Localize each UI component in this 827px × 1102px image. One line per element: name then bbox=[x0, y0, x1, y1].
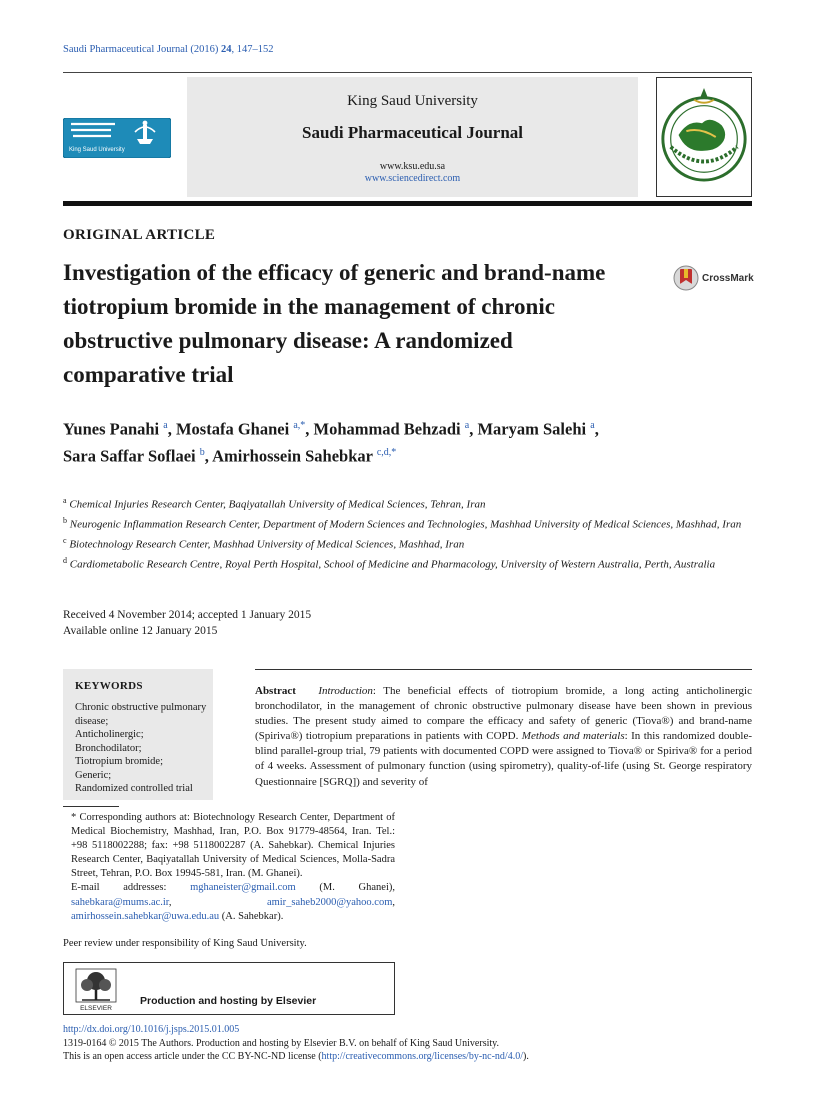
license-text-end: ). bbox=[522, 1051, 529, 1062]
author-name: Mostafa Ghanei bbox=[175, 419, 290, 439]
author-separator: , bbox=[204, 446, 213, 465]
article-title: Investigation of the efficacy of generic and brand-name tiotropium bromide in the management of chronic obstructive pulmonary disease: A randomized comparative trial bbox=[63, 260, 606, 387]
elsevier-tree-icon bbox=[74, 967, 118, 1012]
license-link[interactable]: http://creativecommons.org/licenses/by-nc-nd/4.0/ bbox=[321, 1051, 523, 1062]
email-separator: , bbox=[168, 896, 267, 908]
author-separator: , bbox=[469, 419, 478, 439]
ksu-logo-icon bbox=[63, 118, 171, 158]
author-separator: , bbox=[594, 419, 599, 439]
journal-header bbox=[63, 72, 752, 206]
affiliation-item bbox=[63, 493, 743, 513]
abstract-methods-text: : In this randomized double-blind parallel-group trial, 79 patients with documented COPD were assigned to Tiova® or Spiriva® for a period of 4 weeks. Assessment of pulmonary function (using spirometry), quality-of-life (using St. George respiratory Questionnaire [SGRQ]) and severity of bbox=[255, 730, 753, 788]
elsevier-hosting-text: Production and hosting by Elsevier bbox=[140, 995, 317, 1007]
abstract-intro-text: : The beneficial effects of tiotropium bromide, a long acting anticholinergic bronchodilator, in the management of chronic obstructive pulmonary disease have been shown in previous studies. The present study aimed to compare the efficacy and safety of generic (Tiova®) and brand-name (Spiriva®) tiotropium preparations in patients with COPD. bbox=[255, 685, 752, 743]
received-date: Received 4 November 2014; accepted 1 January 2015 bbox=[63, 609, 312, 621]
online-date: Available online 12 January 2015 bbox=[63, 625, 218, 637]
affiliation-item bbox=[63, 513, 743, 533]
sciencedirect-link[interactable]: www.sciencedirect.com bbox=[364, 173, 461, 184]
keywords-heading: KEYWORDS bbox=[75, 680, 143, 692]
email-link[interactable]: amirhossein.sahebkar@uwa.edu.au bbox=[71, 910, 220, 922]
doi-link[interactable]: http://dx.doi.org/10.1016/j.jsps.2015.01.005 bbox=[63, 1024, 240, 1035]
author-name: Sara Saffar Soflaei bbox=[63, 446, 196, 465]
license-line bbox=[63, 1050, 529, 1064]
crossmark-label: CrossMark bbox=[702, 272, 754, 284]
crossmark-button[interactable] bbox=[673, 263, 755, 293]
elsevier-logo-text: ELSEVIER bbox=[80, 1005, 112, 1012]
keyword-item: Chronic obstructive pulmonary disease; bbox=[75, 702, 207, 727]
author-separator: , bbox=[305, 419, 314, 439]
abstract-intro-label: Introduction bbox=[318, 685, 373, 697]
affiliation-text: Chemical Injuries Research Center, Baqiyatallah University of Medical Sciences, Tehran, Iran bbox=[69, 498, 486, 511]
corresponding-footnote bbox=[63, 811, 395, 924]
email-link[interactable]: sahebkara@mums.ac.ir bbox=[71, 896, 169, 908]
ksu-url-link[interactable]: www.ksu.edu.sa bbox=[379, 161, 446, 172]
university-name: King Saud University bbox=[347, 93, 478, 109]
elsevier-box bbox=[63, 962, 395, 1015]
license-text: This is an open access article under the CC BY-NC-ND license ( bbox=[63, 1051, 322, 1062]
email-link[interactable]: amir_saheb2000@yahoo.com bbox=[266, 896, 393, 908]
affiliation-text: Neurogenic Inflammation Research Center, Department of Modern Sciences and Technologies, Mashhad University of Medical Sciences, Mashhad, Iran bbox=[69, 518, 742, 531]
citation-pages: , 147–152 bbox=[231, 44, 274, 55]
affiliation-text: Biotechnology Research Center, Mashhad University of Medical Sciences, Mashhad, Iran bbox=[69, 538, 465, 551]
author-name: Mohammad Behzadi bbox=[313, 419, 461, 439]
author-separator: , bbox=[167, 419, 176, 439]
page-bottom-info bbox=[63, 1023, 529, 1064]
corresponding-text: * Corresponding authors at: Biotechnology Research Center, Department of Medical Biochemistry, Mashhad, Iran, P.O. Box 91779-48564, Iran. Tel.: +98 5118002288; fax: +98 5118002287 (A. Sahebkar). Chemical Injuries Research Center, Baqiyatallah University of Medical Sciences, Molla-Sadra Street, Tehran, P.O. Box 19945-581, Iran. (M. Ghanei). bbox=[71, 812, 395, 880]
peer-review-note: Peer review under responsibility of King Saud University. bbox=[63, 938, 307, 949]
journal-name: Saudi Pharmaceutical Journal bbox=[301, 123, 523, 142]
header-center-box bbox=[187, 77, 638, 197]
author-affil-link[interactable]: a bbox=[464, 420, 470, 431]
author-name: Maryam Salehi bbox=[477, 419, 587, 439]
affiliations bbox=[63, 493, 743, 572]
keyword-item: Randomized controlled trial bbox=[75, 783, 193, 794]
author-affil-link[interactable]: b bbox=[199, 446, 205, 458]
ksu-logo-text: King Saud University bbox=[69, 147, 125, 153]
email-owner: (M. Ghanei), bbox=[295, 882, 395, 894]
abstract-rule bbox=[255, 669, 752, 670]
abstract bbox=[255, 684, 752, 790]
header-divider bbox=[63, 201, 752, 206]
affiliation-text: Cardiometabolic Research Centre, Royal Perth Hospital, School of Medicine and Pharmacology, University of Western Australia, Perth, Australia bbox=[69, 558, 716, 571]
affiliation-marker: b bbox=[63, 515, 67, 525]
affiliation-item bbox=[63, 533, 743, 553]
abstract-label: Abstract bbox=[255, 685, 296, 697]
author-affil-link[interactable]: a,* bbox=[293, 420, 306, 431]
keywords-box bbox=[63, 669, 213, 800]
author-affil-link[interactable]: a bbox=[163, 420, 168, 431]
author-name: Yunes Panahi bbox=[63, 419, 160, 439]
author-affil-link[interactable]: a bbox=[590, 420, 595, 431]
keyword-item: Anticholinergic; bbox=[75, 729, 144, 740]
article-dates bbox=[63, 607, 311, 639]
citation-journal: Saudi Pharmaceutical Journal (2016) bbox=[63, 44, 219, 55]
footnote-rule bbox=[63, 806, 119, 807]
affiliation-marker: a bbox=[63, 496, 67, 505]
article-type: ORIGINAL ARTICLE bbox=[63, 227, 216, 243]
abstract-methods-label: Methods and materials bbox=[521, 730, 625, 743]
journal-citation[interactable] bbox=[63, 44, 274, 55]
affiliation-marker: d bbox=[63, 555, 67, 565]
author-list bbox=[63, 414, 753, 467]
keyword-item: Tiotropium bromide; bbox=[75, 756, 163, 767]
keyword-item: Bronchodilator; bbox=[75, 742, 142, 754]
author-name: Amirhossein Sahebkar bbox=[212, 446, 373, 465]
email-label: E-mail addresses: bbox=[71, 882, 191, 894]
email-separator: , bbox=[392, 896, 395, 908]
affiliation-marker: c bbox=[63, 535, 67, 545]
journal-seal bbox=[656, 77, 752, 197]
affiliation-item bbox=[63, 553, 743, 573]
email-owner: (A. Sahebkar). bbox=[219, 910, 284, 922]
email-addresses bbox=[63, 881, 395, 923]
citation-volume: 24 bbox=[221, 44, 232, 55]
email-link[interactable]: mghaneister@gmail.com bbox=[190, 882, 296, 894]
copyright-text: 1319-0164 © 2015 The Authors. Production and hosting by Elsevier B.V. on behalf of King Saud University. bbox=[63, 1037, 499, 1049]
keyword-item: Generic; bbox=[75, 769, 112, 781]
journal-seal-icon bbox=[657, 78, 751, 196]
author-affil-link[interactable]: c,d,* bbox=[376, 446, 397, 458]
crossmark-icon bbox=[673, 264, 699, 292]
